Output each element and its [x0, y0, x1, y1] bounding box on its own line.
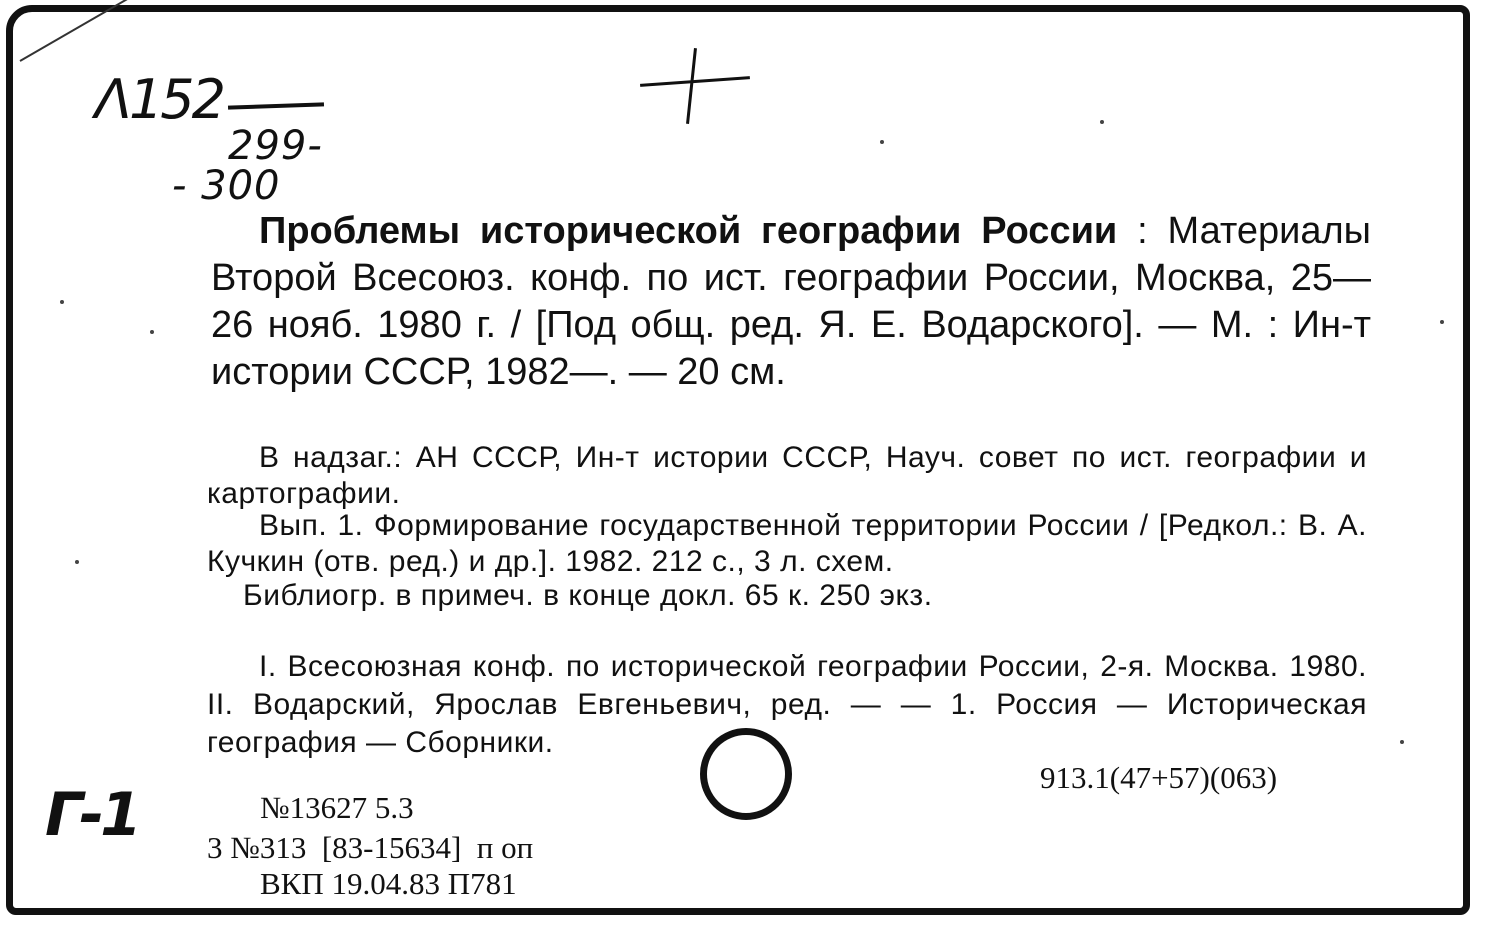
speck: [60, 300, 64, 304]
speck: [1440, 320, 1444, 324]
speck: [150, 330, 154, 334]
main-title: Проблемы исторической географии России: [259, 210, 1118, 252]
series-note: [207, 508, 1367, 580]
tracings: [207, 648, 1367, 762]
series-note-text: Вып. 1. Формирование государственной территории России / [Редкол.: В. А. Кучкин (отв. ред.) и др.]. 1982. 212 с., 3 л. схем.: [207, 509, 1367, 578]
classification-number: 913.1(47+57)(063): [1040, 760, 1278, 795]
pages-note-top: 299-: [228, 123, 323, 169]
shelf-mark: Λ152: [95, 68, 224, 131]
copy-mark: Γ-1: [45, 780, 138, 850]
title-statement: [211, 208, 1371, 396]
head-note: [207, 440, 1367, 512]
registry-line-2: 3 №313 [83-15634] п оп: [207, 830, 534, 865]
pages-note-bottom: - 300: [172, 163, 281, 209]
tracings-text: I. Всесоюзная конф. по исторической географии России, 2-я. Москва. 1980. II. Водарский, Ярослав Евгеньевич, ред. — — 1. Россия — Историческая география — Сборники.: [207, 650, 1367, 759]
registry-line-1: №13627 5.3: [260, 790, 414, 825]
library-stamp-circle: [700, 728, 792, 820]
title-details: : Материалы Второй Всесоюз. конф. по ист. географии России, Москва, 25—26 нояб. 1980 г. / [Под общ. ред. Я. Е. Водарского]. — М. : Ин-т истории СССР, 1982—. — 20 см.: [211, 210, 1371, 393]
speck: [1100, 120, 1104, 124]
speck: [880, 140, 884, 144]
head-note-text: В надзаг.: АН СССР, Ин-т истории СССР, Науч. совет по ист. географии и картографии.: [207, 441, 1367, 510]
speck: [1400, 740, 1404, 744]
bibliography-note: Библиогр. в примеч. в конце докл. 65 к. 250 экз.: [243, 579, 933, 612]
registry-line-3: ВКП 19.04.83 П781: [260, 866, 517, 901]
speck: [75, 560, 79, 564]
